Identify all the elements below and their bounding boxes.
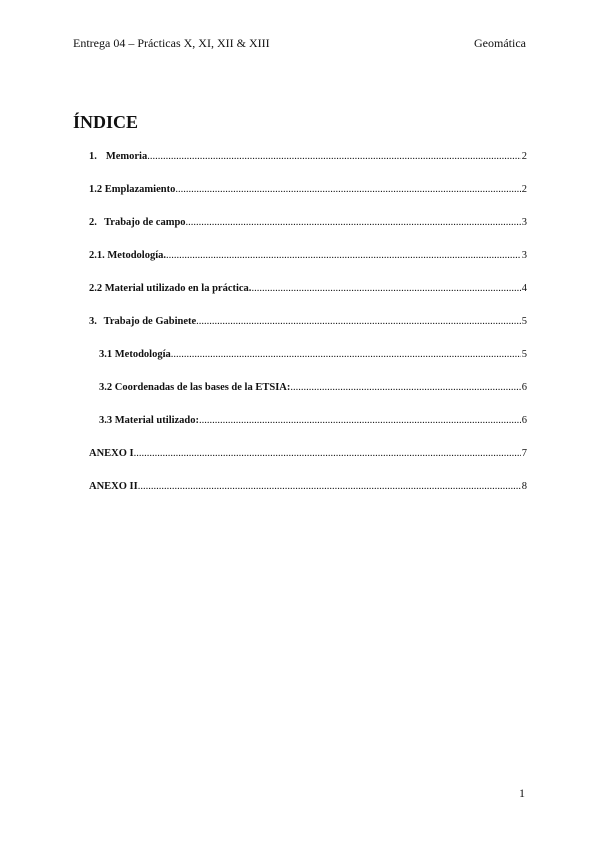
toc-entry-trabajo-de-campo[interactable] (89, 216, 527, 230)
toc-entry-anexo-ii[interactable] (89, 480, 527, 494)
toc-entry-label: 3.1 Metodología (99, 349, 171, 360)
toc-entry-page: 3 (521, 250, 527, 261)
toc-dot-leader (134, 447, 521, 461)
toc-entry-memoria[interactable] (89, 150, 527, 164)
toc-entry-label: Memoria (105, 151, 148, 162)
toc-entry-label: Trabajo de Gabinete (103, 316, 197, 327)
toc-entry-metodologia-campo[interactable] (89, 249, 527, 263)
toc-entry-label: 1.2 Emplazamiento (89, 184, 176, 195)
toc-entry-material-practica[interactable] (89, 282, 527, 296)
toc-entry-material-utilizado[interactable] (99, 414, 527, 428)
toc-entry-page: 6 (521, 382, 527, 393)
toc-entry-trabajo-de-gabinete[interactable] (89, 315, 527, 329)
toc-entry-number: 3. (89, 316, 97, 327)
toc-entry-label: ANEXO I (89, 448, 134, 459)
header-left-text: Entrega 04 – Prácticas X, XI, XII & XIII (73, 36, 270, 50)
toc-dot-leader (251, 282, 520, 296)
toc-entry-page: 2 (521, 151, 527, 162)
toc-entry-label: 3.2 Coordenadas de las bases de la ETSIA: (99, 382, 291, 393)
toc-entry-label: ANEXO II (89, 481, 138, 492)
toc-title: ÍNDICE (73, 112, 139, 132)
toc-dot-leader (290, 381, 520, 395)
toc-dot-leader (196, 315, 521, 329)
toc-dot-leader (171, 348, 521, 362)
page-number: 1 (519, 786, 525, 800)
toc-entry-page: 5 (521, 349, 527, 360)
toc-dot-leader (199, 414, 521, 428)
header-right-text: Geomática (474, 36, 526, 50)
toc-entry-page: 5 (521, 316, 527, 327)
toc-dot-leader (147, 150, 521, 164)
toc-dot-leader (166, 249, 521, 263)
toc-entry-page: 7 (521, 448, 527, 459)
toc-entry-number: 1. (89, 151, 97, 162)
toc-entry-page: 8 (521, 481, 527, 492)
toc-entry-page: 4 (521, 283, 527, 294)
toc-dot-leader (175, 183, 520, 197)
toc-entry-label: 2.2 Material utilizado en la práctica. (89, 283, 252, 294)
toc-entry-label: 3.3 Material utilizado: (99, 415, 200, 426)
toc-entry-page: 2 (521, 184, 527, 195)
toc-entry-anexo-i[interactable] (89, 447, 527, 461)
toc-entry-label: Trabajo de campo (104, 217, 186, 228)
toc-entry-number: 2. (89, 217, 97, 228)
toc-entry-metodologia-gabinete[interactable] (99, 348, 527, 362)
toc-entry-page: 3 (521, 217, 527, 228)
toc-entry-label: 2.1. Metodología. (89, 250, 166, 261)
toc-entry-page: 6 (521, 415, 527, 426)
toc-dot-leader (138, 480, 521, 494)
toc-entry-emplazamiento[interactable] (89, 183, 527, 197)
toc-entry-coordenadas-etsia[interactable] (99, 381, 527, 395)
toc-dot-leader (186, 216, 521, 230)
